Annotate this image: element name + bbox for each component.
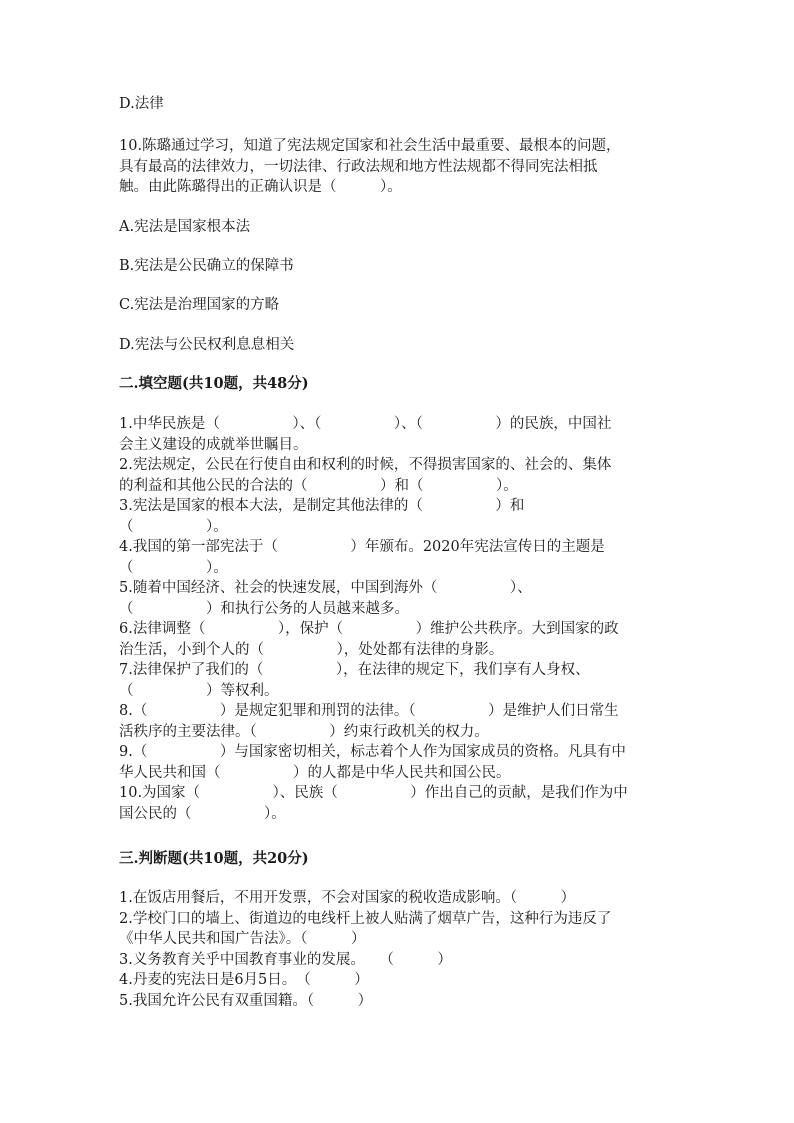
question-line: 10.陈璐通过学习，知道了宪法规定国家和社会生活中最重要、最根本的问题，: [119, 138, 621, 154]
question-line: 会主义建设的成就举世瞩目。: [119, 436, 308, 453]
section-title: 三.判断题(共10题，共20分): [119, 850, 309, 867]
q10-option-b: [119, 256, 679, 277]
section-heading-true-false: [119, 849, 679, 870]
question-line: 活秩序的主要法律。（ ）约束行政机关的权力。: [119, 723, 489, 740]
option-text: D.宪法与公民权利息息相关: [119, 337, 295, 353]
question-line: 3.义务教育关乎中国教育事业的发展。 （ ）: [119, 951, 452, 968]
question-line: 2.学校门口的墙上、街道边的电线杆上被人贴满了烟草广告，这种行为违反了: [119, 910, 612, 927]
question-line: 治生活，小到个人的（ ），处处都有法律的身影。: [119, 641, 504, 658]
question-line: 5.我国允许公民有双重国籍。（ ）: [119, 992, 373, 1009]
question-line: 10.为国家（ ）、民族（ ）作出自己的贡献，是我们作为中: [119, 785, 628, 801]
question-line: 《中华人民共和国广告法》。（ ）: [119, 931, 366, 947]
option-text: C.宪法是治理国家的方略: [119, 297, 280, 313]
question-line: 国公民的（ ）。: [119, 805, 286, 822]
question-line: 5.随着中国经济、社会的快速发展，中国到海外（ ）、: [119, 580, 532, 596]
section-heading-fill-blank: [119, 374, 679, 395]
q10-option-d: [119, 335, 679, 356]
question-line: 9.（ ）与国家密切相关，标志着个人作为国家成员的资格。凡具有中: [119, 744, 626, 760]
question-line: 1.在饭店用餐后，不用开发票，不会对国家的税收造成影响。（ ）: [119, 890, 576, 906]
option-text: B.宪法是公民确立的保障书: [119, 258, 294, 274]
question-line: 1.中华民族是（ ）、（ ）、（ ）的民族，中国社: [119, 416, 612, 432]
question-line: 3.宪法是国家的根本大法，是制定其他法律的（ ）和: [119, 498, 525, 514]
fill-blank-questions: [119, 414, 679, 824]
q9-option-d: [119, 94, 679, 115]
q10-option-c: [119, 295, 679, 316]
option-text: A.宪法是国家根本法: [119, 219, 251, 235]
section-title: 二.填空题(共10题，共48分): [119, 375, 309, 392]
question-line: 触。由此陈璐得出的正确认识是（ ）。: [119, 179, 402, 195]
question-line: 具有最高的法律效力，一切法律、行政法规和地方性法规都不得同宪法相抵: [119, 158, 598, 175]
true-false-questions: [119, 888, 679, 1011]
question-line: 7.法律保护了我们的（ ），在法律的规定下，我们享有人身权、: [119, 662, 590, 678]
question-line: （ ）和执行公务的人员越来越多。: [119, 600, 409, 617]
question-line: 4.我国的第一部宪法于（ ）年颁布。2020年宪法宣传日的主题是: [119, 539, 605, 555]
question-line: 的利益和其他公民的合法的（ ）和（ ）。: [119, 477, 518, 494]
question-line: 2.宪法规定，公民在行使自由和权利的时候，不得损害国家的、社会的、集体: [119, 457, 612, 473]
q10-stem: [119, 136, 679, 198]
question-line: 8.（ ）是规定犯罪和刑罚的法律。（ ）是维护人们日常生: [119, 703, 619, 719]
question-line: （ ）。: [119, 559, 228, 576]
q10-option-a: [119, 217, 679, 238]
question-line: 4.丹麦的宪法日是6月5日。 （ ）: [119, 972, 369, 988]
option-text: D.法律: [119, 96, 164, 112]
question-line: （ ）等权利。: [119, 682, 279, 699]
question-line: 华人民共和国（ ）的人都是中华人民共和国公民。: [119, 764, 511, 781]
question-line: 6.法律调整（ ），保护（ ）维护公共秩序。大到国家的政: [119, 621, 619, 637]
question-line: （ ）。: [119, 518, 228, 535]
